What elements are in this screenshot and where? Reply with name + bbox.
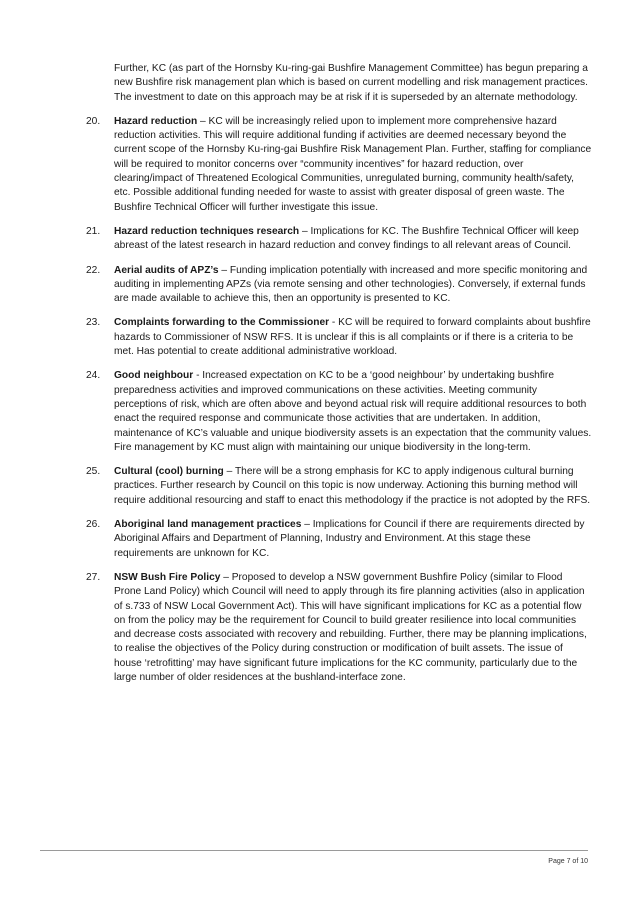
item-text [114, 225, 592, 254]
item-title: Hazard reduction [114, 115, 198, 127]
list-item-24 [86, 369, 592, 455]
item-body: - KC will be required to forward complaints about bushfire hazards to Commissioner of NSW RFS. It is unclear if this is all complaints or if there is a criteria to be met. Has potential to create additional administrative workload. [114, 317, 591, 358]
list-item-20 [86, 115, 592, 215]
item-text [114, 316, 592, 359]
item-title: Cultural (cool) burning [114, 466, 224, 478]
item-body: – There will be a strong emphasis for KC to apply indigenous cultural burning practices. Further research by Council on this topic is now underway. Actioning this burning method will require additional resourcing and staff to enact this methodology if the practice is not adopted by the RFS. [114, 466, 591, 506]
item-title: Good neighbour [114, 370, 194, 382]
list-item-22 [86, 264, 592, 307]
intro-paragraph: Further, KC (as part of the Hornsby Ku-ring-gai Bushfire Management Committee) has begun preparing a new Bushfire risk management plan which is based on current modelling and risk management practices. The investment to date on this approach may be at risk if it is superseded by an alternate methodology. [114, 63, 588, 103]
item-number: 23. [86, 317, 101, 329]
footer-divider [40, 850, 588, 851]
item-body: – Implications for Council if there are requirements directed by Aboriginal Affairs and Department of Planning, Industry and Environment. At this stage these requirements are unknown for KC. [114, 519, 585, 559]
item-number: 20. [86, 115, 101, 127]
item-title: Aboriginal land management practices [114, 519, 302, 531]
item-title: Hazard reduction techniques research [114, 225, 300, 237]
list-item-23 [86, 316, 592, 359]
item-body: – Proposed to develop a NSW government Bushfire Policy (similar to Flood Prone Land Policy) which Council will need to apply through its fire planning activities (also in application of s.733 of NSW Local Government Act). This will have significant implications for KC as a potential flow on from the policy may be the requirement for Council to build greater resilience into local communities and decrease costs associated with recovery and rebuilding. Further, there may be planning implications, to realise the objectives of the Policy during construction or modification of built assets. The issue of house ‘retrofitting’ may have significant future implications for the KC community, particularly due to the large number of older residences at the bushland-interface zone. [114, 571, 587, 683]
item-title: Complaints forwarding to the Commissioner [114, 317, 330, 329]
item-title: Aerial audits of APZ’s [114, 264, 219, 276]
item-number: 22. [86, 264, 101, 276]
item-text [114, 369, 592, 455]
item-number: 24. [86, 370, 101, 382]
item-number: 26. [86, 519, 101, 531]
item-text [114, 571, 592, 685]
item-number: 25. [86, 466, 101, 478]
list-item-21 [86, 225, 592, 254]
list-item-25 [86, 465, 592, 508]
item-body: – Implications for KC. The Bushfire Technical Officer will keep abreast of the latest research in hazard reduction and convey findings to all relevant areas of Council. [114, 225, 579, 252]
item-text [114, 264, 592, 307]
item-number: 21. [86, 225, 101, 237]
item-text [114, 518, 592, 561]
item-number: 27. [86, 571, 101, 583]
list-item-27 [86, 571, 592, 685]
item-text [114, 465, 592, 508]
document-body [86, 62, 592, 695]
list-item-26 [86, 518, 592, 561]
item-title: NSW Bush Fire Policy [114, 571, 221, 583]
item-text [114, 115, 592, 215]
item-body: - Increased expectation on KC to be a ‘good neighbour’ by undertaking bushfire preparedness activities and improved communications on these activities. Meeting community perceptions of risk, which are often above and beyond actual risk will require additional resources to both enact the required response and communicate those activities that are undertaken. In addition, maintenance of KC’s valuable and unique biodiversity assets is an expectation that the community values. Fire management by KC must align with maintaining our unique biodiversity in the long-term. [114, 370, 592, 453]
item-body: – Funding implication potentially with increased and more specific monitoring and auditing in implementing APZs (via remote sensing and other technologies). Conversely, if external funds are made available to achieve this, then an opportunity is presented to KC. [114, 264, 588, 305]
page-number: Page 7 of 10 [548, 858, 588, 865]
item-body: – KC will be increasingly relied upon to implement more comprehensive hazard reduction activities. This will require additional funding if activities are deemed necessary beyond the current scope of the Hornsby Ku-ring-gai Bushfire Risk Management Plan. Further, staffing for compliance will be required to monitor concerns over “community incentives” for hazard reduction, over clearing/impact of Threatened Ecological Communities, unregulated burning, community health/safety, etc. Possible additional funding needed for waste to assist with greater disposal of green waste. The Bushfire Technical Officer will further investigate this issue. [114, 115, 592, 213]
